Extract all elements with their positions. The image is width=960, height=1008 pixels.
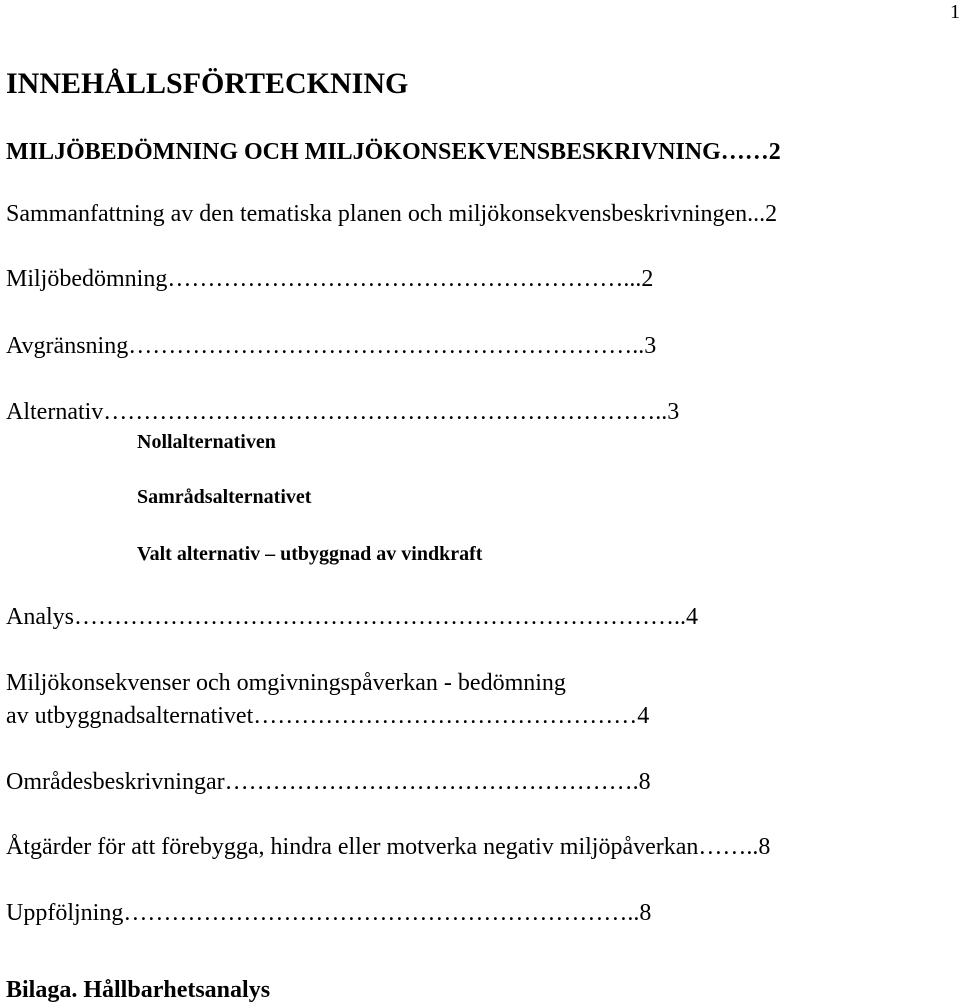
toc-entry-alternatives: Alternativ……………………………………………………………..3 — [6, 399, 680, 425]
toc-entry-follow-up: Uppföljning………………………………………………………..8 — [6, 900, 652, 926]
toc-appendix: Bilaga. Hållbarhetsanalys — [6, 977, 271, 1003]
toc-entry-consequences-line1: Miljökonsekvenser och omgivningspåverkan - bedömning — [6, 670, 566, 696]
page-number: 1 — [950, 1, 960, 23]
toc-subentry-zero-alternative: Nollalternativen — [137, 431, 276, 453]
toc-entry-delimitation: Avgränsning………………………………………………………..3 — [6, 333, 657, 359]
toc-entry-analysis: Analys…………………………………………………………………..4 — [6, 604, 698, 630]
toc-subentry-consultation-alternative: Samrådsalternativet — [137, 486, 312, 508]
toc-entry-consequences-line2: av utbyggnadsalternativet…………………………………………4 — [6, 703, 650, 729]
toc-entry-area-descriptions: Områdesbeskrivningar…………………………………………….8 — [6, 769, 651, 795]
toc-section-title: MILJÖBEDÖMNING OCH MILJÖKONSEKVENSBESKRIVNING……2 — [6, 139, 781, 165]
toc-entry-summary: Sammanfattning av den tematiska planen och miljökonsekvensbeskrivningen...2 — [6, 201, 778, 227]
toc-title: INNEHÅLLSFÖRTECKNING — [6, 67, 409, 100]
toc-subentry-chosen-alternative: Valt alternativ – utbyggnad av vindkraft — [137, 543, 483, 565]
toc-entry-measures: Åtgärder för att förebygga, hindra eller motverka negativ miljöpåverkan……..8 — [6, 834, 771, 860]
toc-entry-environmental-assessment: Miljöbedömning…………………………………………………...2 — [6, 266, 654, 292]
